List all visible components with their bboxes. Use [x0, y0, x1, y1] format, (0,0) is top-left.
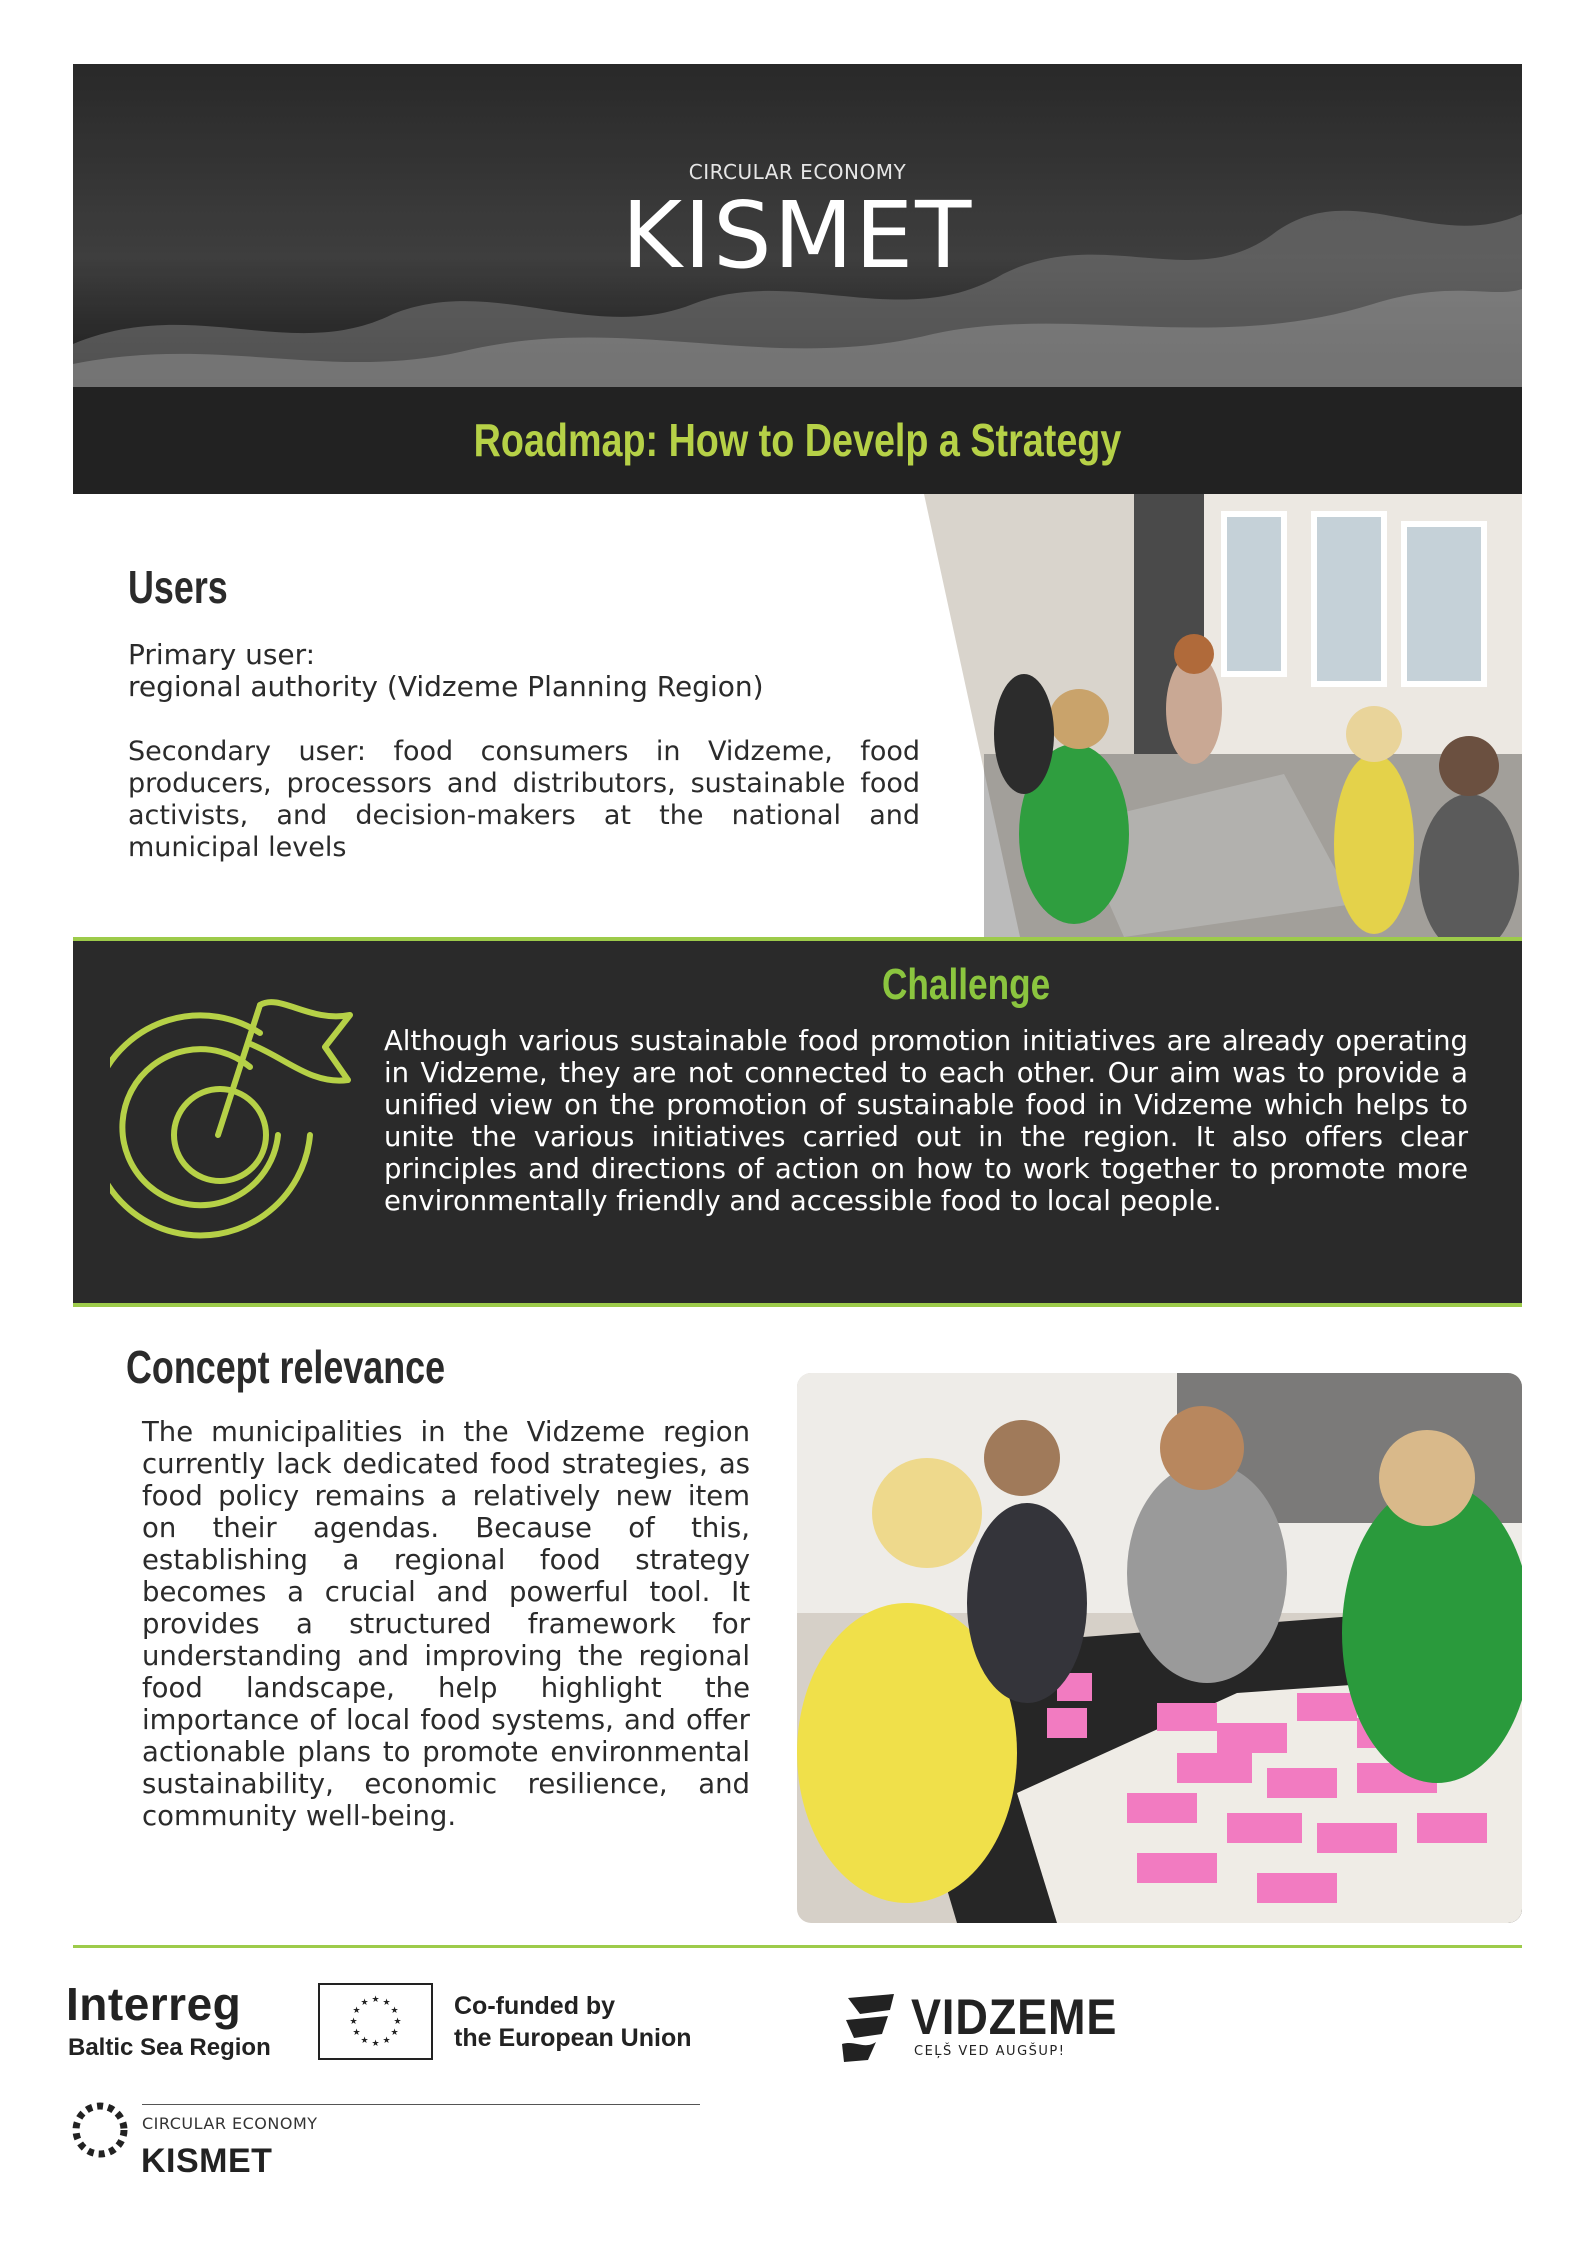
target-flag-icon	[110, 985, 360, 1259]
page-title: Roadmap: How to Develp a Strategy	[473, 414, 1122, 466]
svg-text:★: ★	[360, 2036, 369, 2046]
title-bar	[73, 387, 1522, 494]
svg-text:★: ★	[390, 2028, 399, 2038]
kismet-logo-name: KISMET	[141, 2142, 273, 2180]
svg-text:★: ★	[371, 2039, 380, 2049]
footer-divider	[73, 1945, 1522, 1948]
cofunded-line-2: the European Union	[454, 2024, 692, 2052]
primary-user-value: regional authority (Vidzeme Planning Region)	[128, 670, 764, 703]
svg-text:★: ★	[393, 2017, 402, 2027]
vidzeme-logo-name: VIDZEME	[911, 1989, 1118, 2045]
workshop-photo-1	[924, 494, 1522, 937]
interreg-logo-region: Baltic Sea Region	[68, 2034, 271, 2061]
header-hero	[73, 64, 1522, 387]
users-heading: Users	[128, 561, 228, 613]
workshop-photo-2-image	[797, 1373, 1522, 1923]
svg-text:★: ★	[382, 1998, 391, 2008]
concept-text: The municipalities in the Vidzeme region currently lack dedicated food strategies, as food policy remains a relatively new item on their agendas. Because of this, establishing a regional food strategy becomes a crucial and powerful tool. It provides a structured framework for understanding and improving the regional food landscape, help highlight the importance of local food systems, and offer actionable plans to promote environmental sustainability, economic resilience, and community well-being.	[142, 1416, 750, 1832]
svg-text:★: ★	[352, 2006, 361, 2016]
svg-text:★: ★	[390, 2006, 399, 2016]
concept-heading: Concept relevance	[126, 1341, 446, 1393]
kismet-logo-subtitle: CIRCULAR ECONOMY	[142, 2114, 318, 2133]
workshop-photo-1-image	[924, 494, 1522, 937]
footer-thin-divider	[142, 2104, 700, 2105]
kismet-logo-icon	[68, 2098, 132, 2166]
challenge-text: Although various sustainable food promotion initiatives are already operating in Vidzeme, they are not connected to each other. Our aim was to provide a unified view on the promotion of sustainable food in Vidzeme which helps to unite the various initiatives carried out in the region. It also offers clear principles and directions of action on how to work together to promote more environmentally friendly and accessible food to local people.	[384, 1025, 1468, 1217]
vidzeme-logo-icon	[838, 1990, 902, 2066]
workshop-photo-2	[797, 1373, 1522, 1923]
cofunded-line-1: Co-funded by	[454, 1992, 616, 2020]
eu-flag-icon	[318, 1983, 433, 2060]
secondary-user-text: Secondary user: food consumers in Vidzeme, food producers, processors and distributors, sustainable food activists, and decision-makers at the national and municipal levels	[128, 736, 920, 863]
hero-subtitle: CIRCULAR ECONOMY	[688, 160, 907, 184]
svg-text:★: ★	[352, 2028, 361, 2038]
svg-text:★: ★	[360, 1998, 369, 2008]
interreg-logo-name: Interreg	[66, 1978, 242, 2030]
hero-title: KISMET	[621, 182, 974, 289]
svg-text:★: ★	[371, 1995, 380, 2005]
svg-text:★: ★	[349, 2017, 358, 2027]
challenge-heading: Challenge	[882, 960, 1051, 1009]
svg-text:★: ★	[382, 2036, 391, 2046]
vidzeme-tagline: CEĻŠ VED AUGŠUP!	[914, 2044, 1066, 2059]
primary-user-label: Primary user:	[128, 638, 316, 671]
